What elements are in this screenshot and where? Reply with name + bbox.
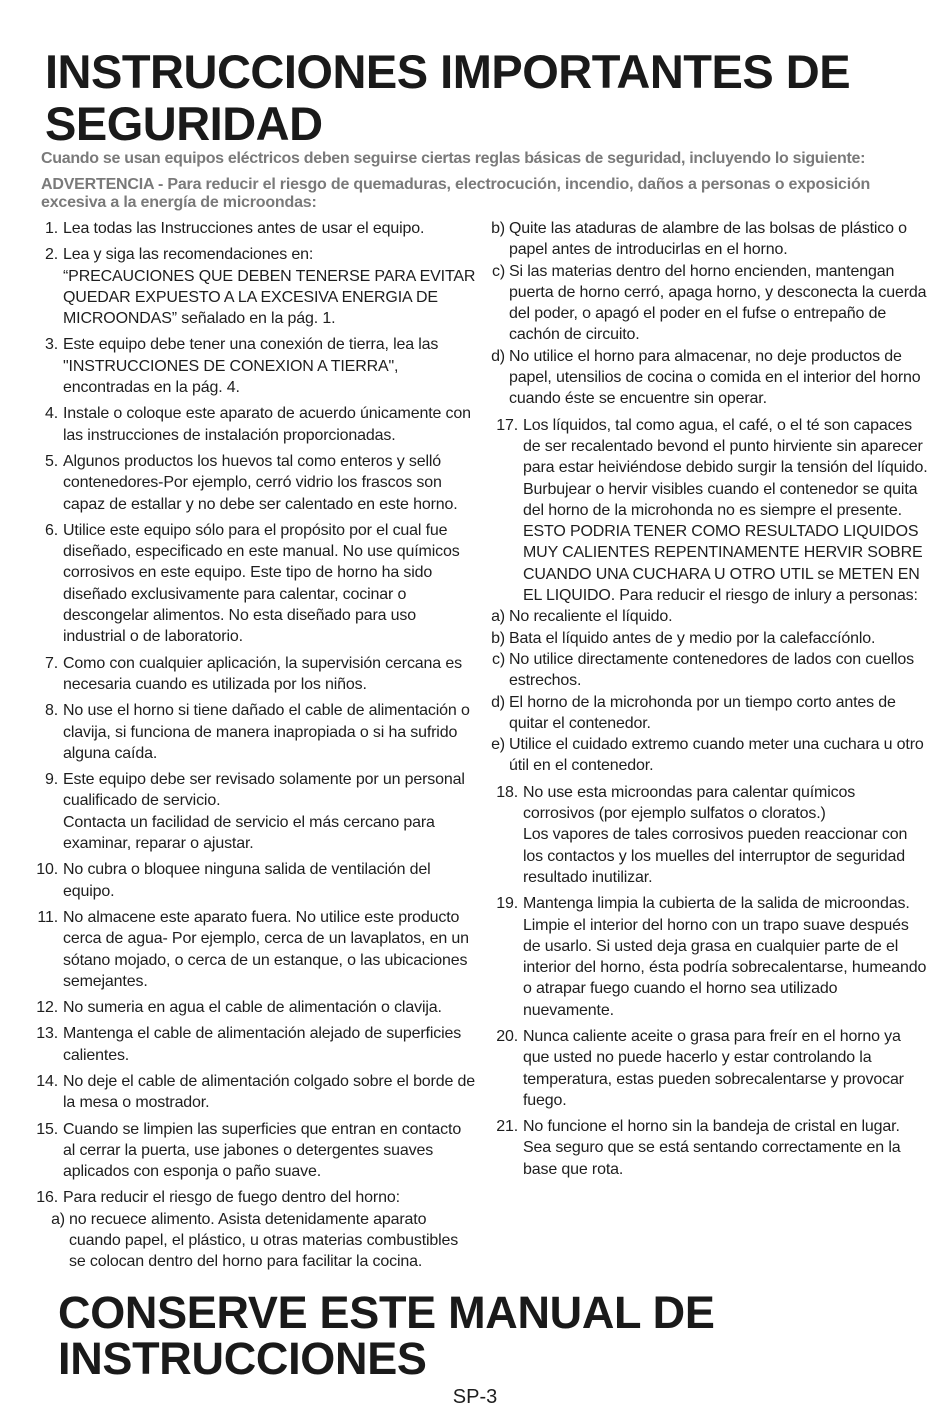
- right-column: [485, 218, 930, 1185]
- sub-list: [483, 218, 930, 410]
- list-item: 9. Este equipo debe ser revisado solamente por un personal cualificado de servicio. Contacta un facilidad de servicio el más cercano para examinar, reparar o ajustar.: [44, 771, 465, 853]
- sub-list: [43, 1209, 477, 1273]
- list-item: 18. No use esta microondas para calentar químicos corrosivos (por ejemplo sulfatos o cloratos.) Los vapores de tales corrosivos pueden reaccionar con los contactos y los muelles del interruptor de seguridad resultado inutilizar.: [496, 783, 908, 886]
- sub-item: b) Bata el líquido antes de y medio por la calefaccíónlo.: [491, 629, 876, 647]
- sub-item: d) El horno de la microhonda por un tiempo corto antes de quitar el contenedor.: [491, 693, 896, 732]
- page-title: INSTRUCCIONES IMPORTANTES DE SEGURIDAD: [45, 45, 851, 150]
- list-item: 15. Cuando se limpien las superficies que entran en contacto al cerrar la puerta, use jabones o detergentes suaves aplicados con esponja o paño suave.: [36, 1120, 462, 1181]
- sub-item: a) No recaliente el líquido.: [491, 608, 673, 626]
- left-column: [25, 218, 477, 1273]
- list-item: 19. Mantenga limpia la cubierta de la salida de microondas. Limpie el interior del horno con un trapo suave después de usarlo. Si usted deja grasa en cualquier parte de el interior del horno, ésta podría sobrecalentarse, humeando o atrapar fuego cuando el horno sea utilizado nuevamente.: [496, 895, 927, 1019]
- conserve-manual-heading: CONSERVE ESTE MANUAL DE INSTRUCCIONES: [58, 1287, 715, 1384]
- list-item: 11. No almacene este aparato fuera. No utilice este producto cerca de agua- Por ejemplo, cerca de un lavaplatos, en un sótano mojado, o cerca de un estanque, o las ubicaciones semejantes.: [37, 908, 469, 990]
- list-item: 12. No sumeria en agua el cable de alimentación o clavija.: [36, 999, 442, 1017]
- list-item: 6. Utilice este equipo sólo para el propósito por el cual fue diseñado, especificado en este manual. No use químicos corrosivos en este equipo. Este tipo de horno ha sido diseñado exclusivamente para calentar, cocinar o descongelar alimentos. No esta diseñado para uso industrial o de laboratorio.: [44, 521, 460, 646]
- sub-item: d) No utilice el horno para almacenar, no deje productos de papel, utensilios de cocina o comida en el interior del horno cuando éste se encuentre sin operar.: [491, 347, 921, 408]
- list-item: 5. Algunos productos los huevos tal como enteros y selló contenedores-Por ejemplo, cerró vidrio los frascos son capaz de estallar y no debe ser calentado en este horno.: [44, 452, 458, 513]
- list-item: 17. Los líquidos, tal como agua, el café, o el té son capaces de ser recalentado bevond el punto hirviente sin aparecer para estar heiviéndose debido surgir la tensión del líquido. Burbujear o hervir visibles cuando el contenedor se quita del horno de la microhonda no es siempre el presente. ESTO PODRIA TENER COMO RESULTADO LIQUIDOS MUY CALIENTES REPENTINAMENTE HERVIR SOBRE CUANDO UNA CUCHARA U OTRO UTIL se METEN EN EL LIQUIDO. Para reducir el riesgo de inlury a personas:: [496, 416, 928, 605]
- sub-item: b) Quite las ataduras de alambre de las bolsas de plástico o papel antes de introducirlas en el horno.: [491, 220, 907, 259]
- sub-item: c) No utilice directamente contenedores de lados con cuellos estrechos.: [491, 650, 915, 690]
- list-item: 2. Lea y siga las recomendaciones en: “PRECAUCIONES QUE DEBEN TENERSE PARA EVITAR QUEDAR EXPUESTO A LA EXCESIVA ENERGIA DE MICROONDAS” señalado en la pág. 1.: [44, 246, 476, 328]
- list-item: 7. Como con cualquier aplicación, la supervisión cercana es necesaria cuando es utilizada por los niños.: [44, 654, 462, 693]
- list-item: 21. No funcione el horno sin la bandeja de cristal en lugar. Sea seguro que se está sentando correctamente en la base que rota.: [496, 1118, 901, 1178]
- list-item: 10. No cubra o bloquee ninguna salida de ventilación del equipo.: [36, 861, 431, 900]
- warning-text: ADVERTENCIA - Para reducir el riesgo de quemaduras, electrocución, incendio, daños a personas o exposición excesiva a la energía de microondas:: [41, 176, 871, 211]
- list-item: 8. No use el horno si tiene dañado el cable de alimentación o clavija, si funciona de manera inapropiada o si ha sufrido alguna caída.: [44, 702, 470, 762]
- list-item: 1. Lea todas las Instrucciones antes de usar el equipo.: [44, 220, 425, 237]
- page-number: SP-3: [452, 1386, 498, 1408]
- list-item: 16. Para reducir el riesgo de fuego dentro del horno:: [36, 1189, 400, 1207]
- list-item: 3. Este equipo debe tener una conexión de tierra, lea las "INSTRUCCIONES DE CONEXION A TIERRA", encontradas en la pág. 4.: [44, 336, 439, 397]
- list-item: 14. No deje el cable de alimentación colgado sobre el borde de la mesa o mostrador.: [36, 1072, 476, 1112]
- sub-item: a) no recuece alimento. Asista detenidamente aparato cuando papel, el plástico, u otras materias combustibles se colocan dentro del horno para facilitar la cocina.: [51, 1210, 459, 1271]
- list-item: 20. Nunca caliente aceite o grasa para freír en el horno ya que usted no puede hacerlo y estar controlando la temperatura, estas pueden sobrecalentarse y provocar fuego.: [496, 1027, 904, 1109]
- sub-item: e) Utilice el cuidado extremo cuando meter una cuchara u otro útil en el contenedor.: [491, 736, 924, 775]
- list-item: 4. Instale o coloque este aparato de acuerdo únicamente con las instrucciones de instalación proporcionadas.: [44, 405, 471, 444]
- sub-item: c) Si las materias dentro del horno encienden, mantengan puerta de horno cerró, apaga horno, y desconecta la cuerda del poder, o apagó el poder en el fufse o entrepaño de cachón de circuito.: [491, 262, 927, 344]
- sub-list: [483, 606, 930, 776]
- intro-text: Cuando se usan equipos eléctricos deben seguirse ciertas reglas básicas de seguridad, incluyendo lo siguiente:: [41, 150, 866, 167]
- list-item: 13. Mantenga el cable de alimentación alejado de superficies calientes.: [36, 1025, 462, 1064]
